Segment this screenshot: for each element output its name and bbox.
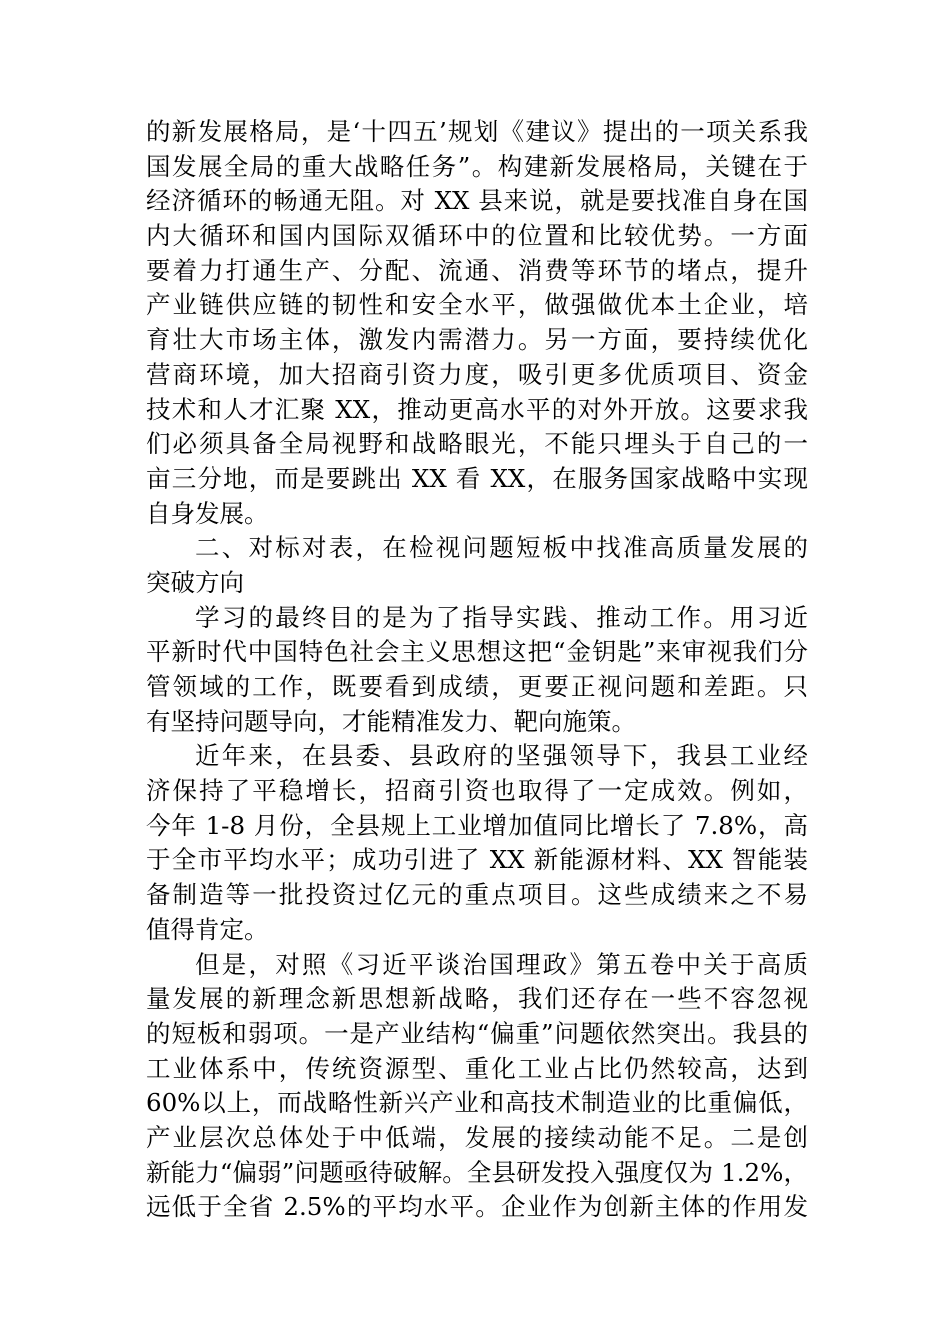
text-line: 工业体系中，传统资源型、重化工业占比仍然较高，达到 [146,1053,808,1083]
text-line: 备制造等一批投资过亿元的重点项目。这些成绩来之不易 [146,880,808,910]
heading-line: 突破方向 [146,567,244,597]
text-line: 量发展的新理念新思想新战略，我们还存在一些不容忽视 [146,984,808,1014]
text-line: 学习的最终目的是为了指导实践、推动工作。用习近 [195,602,808,632]
text-line: 但是，对照《习近平谈治国理政》第五卷中关于高质 [195,949,808,979]
text-line: 有坚持问题导向，才能精准发力、靶向施策。 [146,706,636,736]
text-line: 于全市平均水平；成功引进了 XX 新能源材料、XX 智能装 [146,845,808,875]
text-line: 产业链供应链的韧性和安全水平，做强做优本土企业，培 [146,290,808,320]
text-line: 自身发展。 [146,498,269,528]
text-line: 近年来，在县委、县政府的坚强领导下，我县工业经 [195,741,808,771]
text-line: 今年 1-8 月份，全县规上工业增加值同比增长了 7.8%，高 [146,810,808,840]
text-line: 产业层次总体处于中低端，发展的接续动能不足。二是创 [146,1122,808,1152]
text-line: 技术和人才汇聚 XX，推动更高水平的对外开放。这要求我 [146,394,808,424]
text-line: 们必须具备全局视野和战略眼光，不能只埋头于自己的一 [146,429,808,459]
section-heading-2 [146,531,808,600]
document-body [146,115,808,1225]
paragraph-achievements [146,739,808,947]
text-line: 新能力“偏弱”问题亟待破解。全县研发投入强度仅为 1.2%， [146,1157,808,1187]
text-line: 内大循环和国内国际双循环中的位置和比较优势。一方面 [146,221,808,251]
text-line: 60%以上，而战略性新兴产业和高技术制造业的比重偏低， [146,1088,808,1118]
heading-line: 二、对标对表，在检视问题短板中找准高质量发展的 [195,533,808,563]
text-line: 济保持了平稳增长，招商引资也取得了一定成效。例如， [146,776,808,806]
text-line: 营商环境，加大招商引资力度，吸引更多优质项目、资金 [146,359,808,389]
paragraph-new-development-pattern [146,115,808,531]
text-line: 的新发展格局，是‘十四五’规划《建议》提出的一项关系我 [146,117,808,146]
text-line: 管领域的工作，既要看到成绩，更要正视问题和差距。只 [146,672,808,701]
text-line: 亩三分地，而是要跳出 XX 看 XX，在服务国家战略中实现 [146,463,808,493]
text-line: 平新时代中国特色社会主义思想这把“金钥匙”来审视我们分 [146,637,808,667]
paragraph-purpose-of-study [146,601,808,740]
text-line: 国发展全局的重大战略任务”。构建新发展格局，关键在于 [146,151,808,181]
text-line: 的短板和弱项。一是产业结构“偏重”问题依然突出。我县的 [146,1018,808,1048]
text-line: 值得肯定。 [146,914,269,944]
paragraph-shortcomings [146,948,808,1226]
text-line: 经济循环的畅通无阻。对 XX 县来说，就是要找准自身在国 [146,186,808,216]
text-line: 远低于全省 2.5%的平均水平。企业作为创新主体的作用发 [146,1192,808,1222]
text-line: 要着力打通生产、分配、流通、消费等环节的堵点，提升 [146,255,808,285]
text-line: 育壮大市场主体，激发内需潜力。另一方面，要持续优化 [146,325,808,355]
